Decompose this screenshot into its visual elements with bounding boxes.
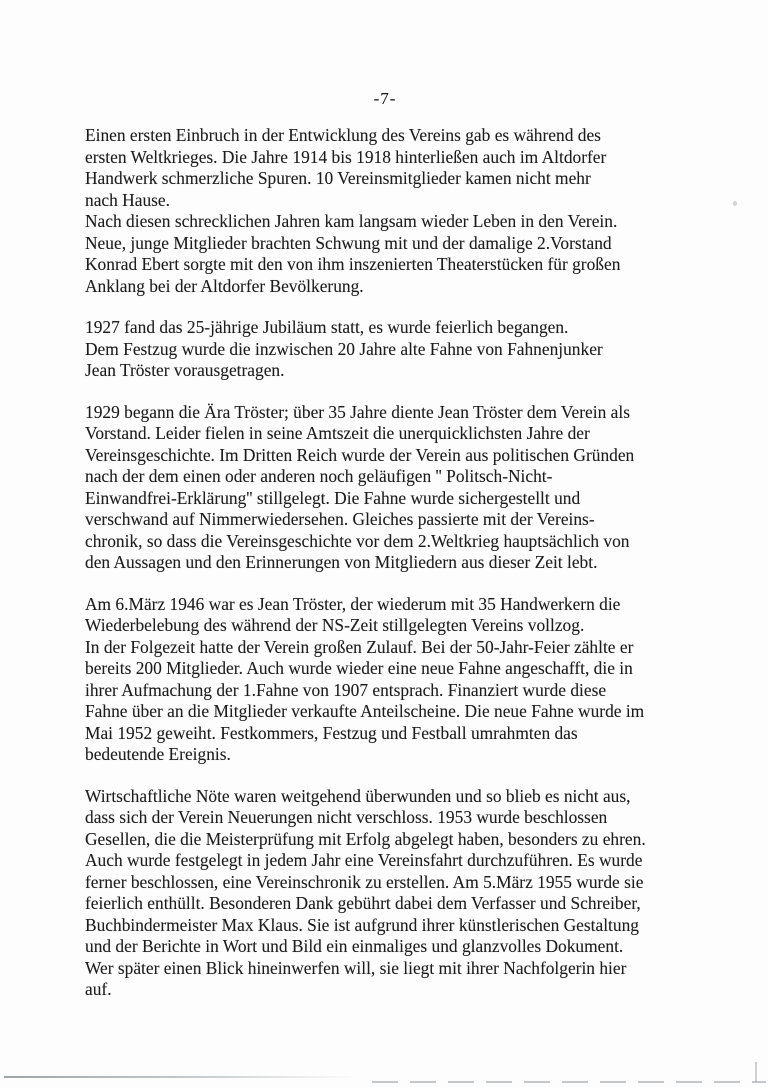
text-line: und der Berichte in Wort und Bild ein einmaliges und glanzvolles Dokument. (85, 936, 624, 956)
text-line: auf. (85, 979, 112, 999)
text-line: Konrad Ebert sorgte mit den von ihm inszenierten Theaterstücken für großen (85, 254, 621, 274)
text-line: nach Hause. (85, 189, 170, 210)
text-line: Buchbindermeister Max Klaus. Sie ist aufgrund ihrer künstlerischen Gestaltung (85, 914, 639, 935)
text-line: ihrer Aufmachung der 1.Fahne von 1907 entsprach. Finanziert wurde diese (85, 679, 607, 700)
text-line: ferner beschlossen, eine Vereinschronik zu erstellen. Am 5.März 1955 wurde sie (85, 871, 644, 892)
text-line: verschwand auf Nimmerwiedersehen. Gleiches passierte mit der Vereins- (85, 509, 595, 529)
text-line: nach der dem einen oder anderen noch geläufigen '' Politsch-Nicht- (85, 466, 553, 486)
paragraph (85, 786, 715, 1001)
text-line: Jean Tröster vorausgetragen. (85, 360, 285, 380)
text-line: Am 6.März 1946 war es Jean Tröster, der wiederum mit 35 Handwerkern die (85, 593, 621, 614)
text-line: feierlich enthüllt. Besonderen Dank gebührt dabei dem Verfasser und Schreiber, (85, 893, 641, 913)
document-body (85, 125, 715, 1021)
text-line: Einwandfrei-Erklärung'' stillgelegt. Die Fahne wurde sichergestellt und (85, 487, 581, 508)
text-line: Nach diesen schrecklichen Jahren kam langsam wieder Leben in den Verein. (85, 211, 618, 231)
scan-edge-dashes-artifact (372, 1081, 766, 1083)
text-line: Mai 1952 geweiht. Festkommers, Festzug und Festball umrahmten das (85, 722, 578, 743)
text-line: ersten Weltkrieges. Die Jahre 1914 bis 1918 hinterließen auch im Altdorfer (85, 146, 607, 167)
paragraph (85, 594, 715, 766)
text-line: Wiederbelebung des während der NS-Zeit stillgelegten Vereins vollzog. (85, 615, 585, 635)
text-line: Vereinsgeschichte. Im Dritten Reich wurde der Verein aus politischen Gründen (85, 444, 635, 465)
text-line: Einen ersten Einbruch in der Entwicklung des Vereins gab es während des (85, 125, 601, 145)
page-number: -7- (373, 89, 397, 108)
text-line: 1927 fand das 25-jährige Jubiläum statt, es wurde feierlich begangen. (85, 317, 569, 337)
scan-edge-line-artifact (4, 1076, 356, 1078)
text-line: chronik, so dass die Vereinsgeschichte vor dem 2.Weltkrieg hauptsächlich von (85, 530, 630, 551)
text-line: Vorstand. Leider fielen in seine Amtszeit die unerquicklichsten Jahre der (85, 423, 590, 443)
text-line: Neue, junge Mitglieder brachten Schwung mit und der damalige 2.Vorstand (85, 232, 612, 253)
text-line: Dem Festzug wurde die inzwischen 20 Jahre alte Fahne von Fahnenjunker (85, 338, 603, 359)
text-line: 1929 begann die Ära Tröster; über 35 Jahre diente Jean Tröster dem Verein als (85, 401, 630, 422)
text-line: In der Folgezeit hatte der Verein großen Zulauf. Bei der 50-Jahr-Feier zählte er (85, 636, 634, 657)
paragraph (85, 402, 715, 574)
text-line: bedeutende Ereignis. (85, 744, 231, 764)
text-line: Wer später einen Blick hineinwerfen will, sie liegt mit ihrer Nachfolgerin hier (85, 957, 627, 978)
text-line: dass sich der Verein Neuerungen nicht verschloss. 1953 wurde beschlossen (85, 807, 608, 827)
text-line: Handwerk schmerzliche Spuren. 10 Vereinsmitglieder kamen nicht mehr (85, 168, 591, 188)
text-line: bereits 200 Mitglieder. Auch wurde wieder eine neue Fahne angeschafft, die in (85, 658, 633, 678)
text-line: Anklang bei der Altdorfer Bevölkerung. (85, 275, 364, 296)
scan-speck-artifact (733, 201, 737, 206)
text-line: Auch wurde festgelegt in jedem Jahr eine Vereinsfahrt durchzuführen. Es wurde (85, 850, 643, 870)
text-line: Gesellen, die die Meisterprüfung mit Erfolg abgelegt haben, besonders zu ehren. (85, 828, 646, 849)
text-line: Fahne über an die Mitglieder verkaufte Anteilscheine. Die neue Fahne wurde im (85, 701, 645, 721)
paragraph (85, 317, 715, 382)
text-line: Wirtschaftliche Nöte waren weitgehend überwunden und so blieb es nicht aus, (85, 785, 631, 806)
text-line: den Aussagen und den Erinnerungen von Mitgliedern aus dieser Zeit lebt. (85, 552, 598, 572)
paragraph (85, 125, 715, 297)
scan-edge-tick-artifact (755, 1062, 757, 1082)
